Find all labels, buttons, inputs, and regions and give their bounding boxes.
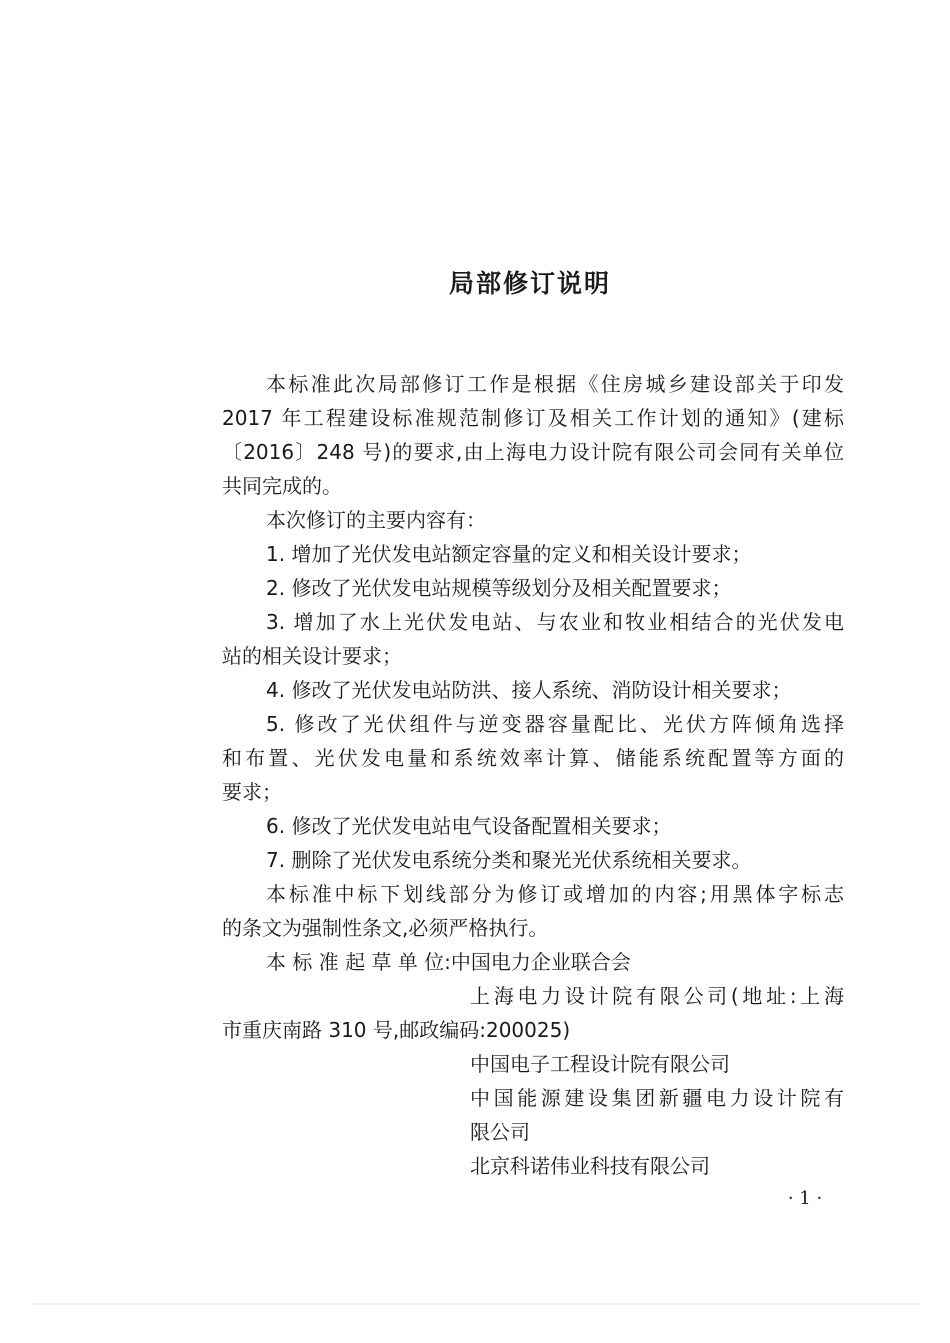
list-item-continuation: 和布置、光伏发电量和系统效率计算、储能系统配置等方面的 <box>222 746 844 770</box>
drafting-units-label: 本 标 准 起 草 单 位:中国电力企业联合会 <box>266 950 631 974</box>
list-item: 6. 修改了光伏发电站电气设备配置相关要求； <box>266 814 672 838</box>
list-item: 2. 修改了光伏发电站规模等级划分及相关配置要求； <box>266 576 732 600</box>
page-number: · 1 · <box>787 1188 823 1209</box>
content-intro: 本次修订的主要内容有： <box>266 508 486 532</box>
paragraph-line: 2017 年工程建设标准规范制修订及相关工作计划的通知》(建标 <box>222 406 844 430</box>
drafting-unit: 中国电子工程设计院有限公司 <box>470 1052 730 1076</box>
page-title: 局部修订说明 <box>448 269 611 298</box>
marking-note-line: 的条文为强制性条文,必须严格执行。 <box>222 916 549 940</box>
drafting-unit: 中国能源建设集团新疆电力设计院有 <box>470 1086 844 1110</box>
list-item: 7. 删除了光伏发电系统分类和聚光光伏系统相关要求。 <box>266 848 752 872</box>
list-item: 5. 修改了光伏组件与逆变器容量配比、光伏方阵倾角选择 <box>266 712 844 736</box>
paragraph-line: 〔2016〕248 号)的要求,由上海电力设计院有限公司会同有关单位 <box>222 440 844 464</box>
drafting-unit-continuation: 限公司 <box>470 1120 530 1144</box>
list-item: 4. 修改了光伏发电站防洪、接人系统、消防设计相关要求； <box>266 678 792 702</box>
paragraph-line: 本标准此次局部修订工作是根据《住房城乡建设部关于印发 <box>266 372 844 396</box>
paragraph-line: 共同完成的。 <box>222 474 342 498</box>
list-item: 3. 增加了水上光伏发电站、与农业和牧业相结合的光伏发电 <box>266 610 844 634</box>
marking-note-line: 本标准中标下划线部分为修订或增加的内容;用黑体字标志 <box>266 882 844 906</box>
drafting-unit-continuation: 市重庆南路 310 号,邮政编码:200025) <box>222 1018 571 1042</box>
drafting-unit: 上海电力设计院有限公司(地址:上海 <box>470 984 844 1008</box>
page-bottom-edge <box>30 1303 920 1305</box>
list-item-continuation: 站的相关设计要求； <box>222 644 402 668</box>
list-item: 1. 增加了光伏发电站额定容量的定义和相关设计要求； <box>266 542 752 566</box>
drafting-unit: 北京科诺伟业科技有限公司 <box>470 1154 710 1178</box>
list-item-continuation: 要求； <box>222 780 282 804</box>
